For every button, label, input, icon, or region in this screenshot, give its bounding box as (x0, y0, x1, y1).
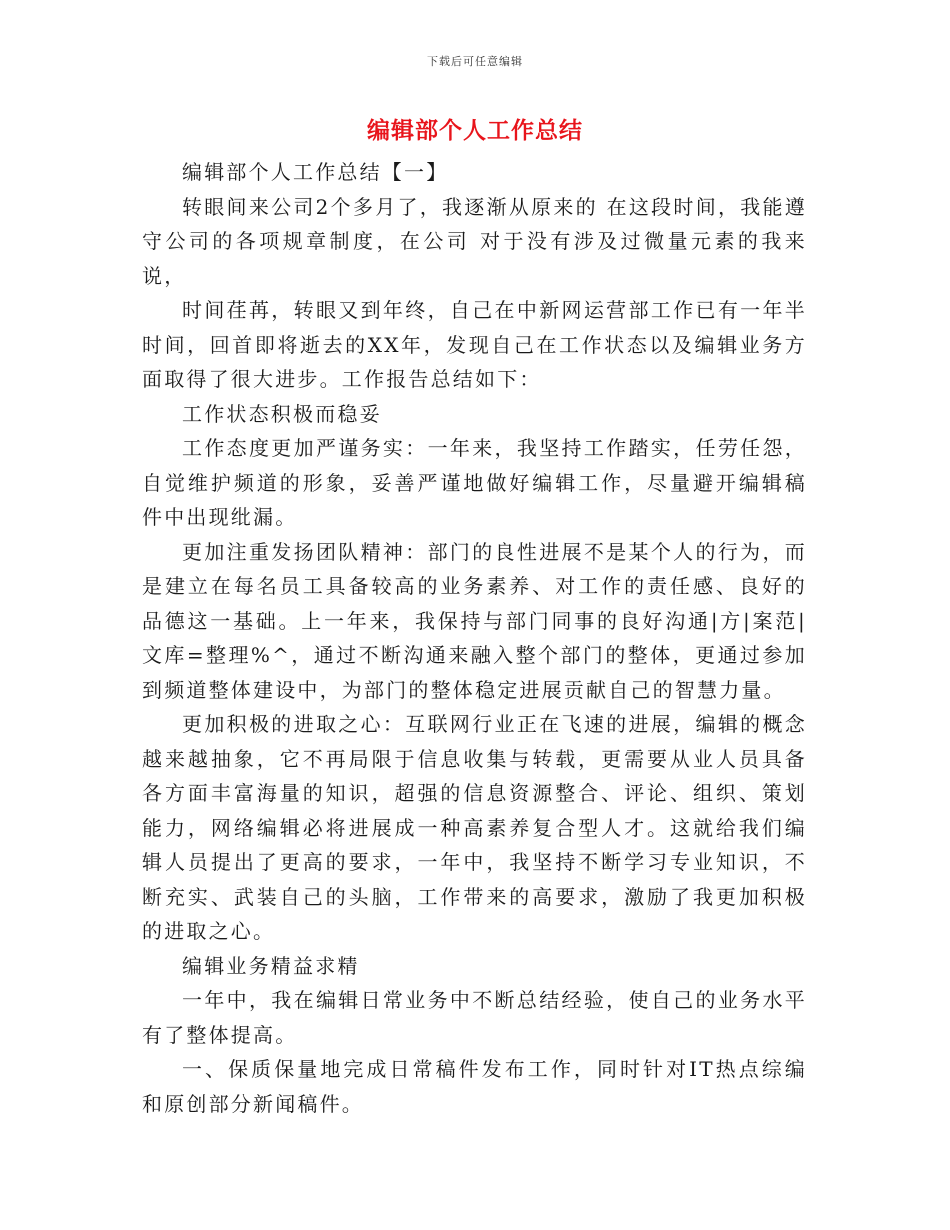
section-heading: 编辑部个人工作总结【一】 (182, 160, 449, 184)
section-heading: 工作状态积极而稳妥 (182, 401, 382, 426)
paragraph: 一、保质保量地完成日常稿件发布工作，同时针对IT热点综编和原创部分新闻稿件。 (142, 1057, 807, 1116)
section-heading: 编辑业务精益求精 (182, 953, 360, 978)
paragraph: 更加积极的进取之心：互联网行业正在飞速的进展，编辑的概念越来越抽象，它不再局限于信息收集与转载，更需要从业人员具备各方面丰富海量的知识，超强的信息资源整合、评论、组织、策划能力，网络编辑必将进展成一种高素养复合型人才。这就给我们编辑人员提出了更高的要求，一年中，我坚持不断学习专业知识，不断充实、武装自己的头脑，工作带来的高要求，激励了我更加积极的进取之心。 (142, 712, 807, 943)
document-title: 编辑部个人工作总结 (367, 118, 583, 144)
paragraph: 一年中，我在编辑日常业务中不断总结经验，使自己的业务水平有了整体提高。 (142, 988, 807, 1047)
document-body (142, 155, 807, 1121)
page-header-note: 下载后可任意编辑 (427, 55, 523, 68)
paragraph: 工作态度更加严谨务实：一年来，我坚持工作踏实，任劳任怨，自觉维护频道的形象，妥善严谨地做好编辑工作，尽量避开编辑稿件中出现纰漏。 (142, 436, 807, 529)
paragraph: 转眼间来公司2个多月了，我逐渐从原来的 在这段时间，我能遵守公司的各项规章制度，在公司 对于没有涉及过微量元素的我来说， (142, 194, 807, 288)
paragraph: 时间荏苒，转眼又到年终，自己在中新网运营部工作已有一年半时间，回首即将逝去的XX年，发现自己在工作状态以及编辑业务方面取得了很大进步。工作报告总结如下： (142, 298, 807, 391)
paragraph: 更加注重发扬团队精神：部门的良性进展不是某个人的行为，而是建立在每名员工具备较高的业务素养、对工作的责任感、良好的品德这一基础。上一年来，我保持与部门同事的良好沟通|方|案范|文库=整理%^，通过不断沟通来融入整个部门的整体，更通过参加到频道整体建设中，为部门的整体稳定进展贡献自己的智慧力量。 (142, 539, 807, 702)
